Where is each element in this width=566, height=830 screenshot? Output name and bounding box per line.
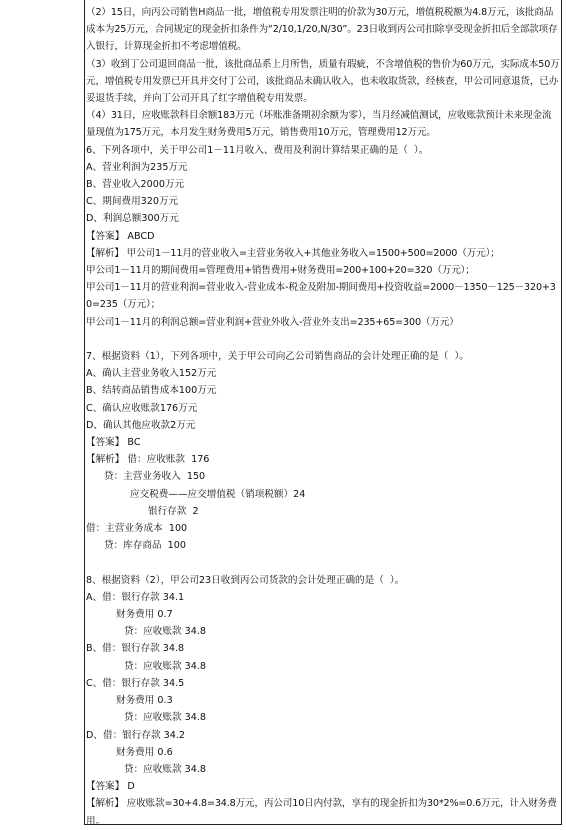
question-6-option-c: C、期间费用320万元 (86, 196, 179, 208)
question-8-option-c-line: C、借：银行存款 34.5 (86, 677, 185, 689)
question-8-answer: 【答案】 D (86, 781, 135, 793)
question-6-explanation-line: 甲公司1－11月的利润总额=营业利润+营业外收入-营业外支出=235+65=300（万元） (86, 316, 459, 328)
journal-entry-line: 贷：主营业务收入 150 (104, 471, 206, 483)
material-paragraph-4: （4）31日，应收账款科目余额183万元（坏账准备期初余额为零），当月经减值测试，应收账款预计未来现金流量现值为175万元，本月发生财务费用5万元，销售费用10万元，管理费用12万元。 (86, 110, 552, 139)
question-6-option-a: A、营业利润为235万元 (86, 161, 188, 173)
document-body (86, 4, 560, 830)
journal-entry-line: 贷：库存商品 100 (104, 540, 186, 552)
journal-entry-line: 应交税费——应交增值税（销项税额）24 (130, 488, 306, 500)
question-8-stem: 8、根据资料（2），甲公司23日收到丙公司货款的会计处理正确的是（ ）。 (86, 574, 405, 586)
question-7-option-a: A、确认主营业务收入152万元 (86, 368, 217, 380)
question-7-option-b: B、结转商品销售成本100万元 (86, 385, 217, 397)
question-6-option-b: B、营业收入2000万元 (86, 179, 185, 191)
journal-entry-line: 银行存款 2 (148, 505, 199, 517)
question-6-explanation-line: 【解析】 甲公司1－11月的营业收入=主营业务收入+其他业务收入=1500+500=2000（万元）； (86, 247, 500, 259)
material-paragraph-3: （3）收到丁公司退回商品一批，该批商品系上月所售，质量有瑕疵，不含增值税的售价为60万元，实际成本50万元，增值税专用发票已开具并交付丁公司，该批商品未确认收入，也未收取货款，经核查，甲公司同意退货，已办妥退货手续，并向丁公司开具了红字增值税专用发票。 (86, 58, 560, 105)
question-8-option-b-line: B、借：银行存款 34.8 (86, 643, 185, 655)
question-6-explanation-line: 甲公司1－11月的营业利润=营业收入-营业成本-税金及附加-期间费用+投资收益=2000－1350－125－320+30=235（万元）； (86, 282, 556, 311)
question-7-answer: 【答案】 BC (86, 437, 141, 449)
question-8-option-a-line: A、借：银行存款 34.1 (86, 591, 185, 603)
question-8-option-a-line: 贷：应收账款 34.8 (124, 626, 206, 638)
spacer (86, 331, 560, 348)
question-7-stem: 7、根据资料（1），下列各项中，关于甲公司向乙公司销售商品的会计处理正确的是（ ）。 (86, 351, 469, 363)
question-8-option-d-line: 贷：应收账款 34.8 (124, 763, 206, 775)
question-8-option-a-line: 财务费用 0.7 (116, 609, 173, 621)
question-8-option-d-line: D、借：银行存款 34.2 (86, 729, 185, 741)
spacer (86, 554, 560, 571)
question-7-explanation-line: 【解析】 借：应收账款 176 (86, 454, 210, 466)
journal-entry-line: 借：主营业务成本 100 (86, 523, 188, 535)
question-8-option-c-line: 贷：应收账款 34.8 (124, 712, 206, 724)
question-7-option-c: C、确认应收账款176万元 (86, 402, 198, 414)
question-8-explanation: 【解析】 应收账款=30+4.8=34.8万元，丙公司10日内付款，享有的现金折扣为30*2%=0.6万元，计入财务费用。 (86, 798, 557, 827)
question-7-option-d: D、确认其他应收款2万元 (86, 419, 196, 431)
question-6-stem: 6、下列各项中，关于甲公司1－11月收入、费用及利润计算结果正确的是（ ）。 (86, 144, 429, 156)
question-6-answer: 【答案】 ABCD (86, 230, 155, 242)
question-8-option-b-line: 贷：应收账款 34.8 (124, 660, 206, 672)
question-6-explanation-line: 甲公司1－11月的期间费用=管理费用+销售费用+财务费用=200+100+20=320（万元）； (86, 265, 475, 277)
question-8-option-d-line: 财务费用 0.6 (116, 746, 173, 758)
question-8-option-c-line: 财务费用 0.3 (116, 695, 173, 707)
material-paragraph-2: （2）15日，向丙公司销售H商品一批，增值税专用发票注明的价款为30万元，增值税税额为4.8万元，该批商品成本为25万元，合同规定的现金折扣条件为“2/10,1/20,N/30”。23日收到丙公司扣除享受现金折扣后全部款项存入银行，计算现金折扣不考虑增值税。 (86, 7, 558, 53)
question-6-option-d: D、利润总额300万元 (86, 213, 179, 225)
